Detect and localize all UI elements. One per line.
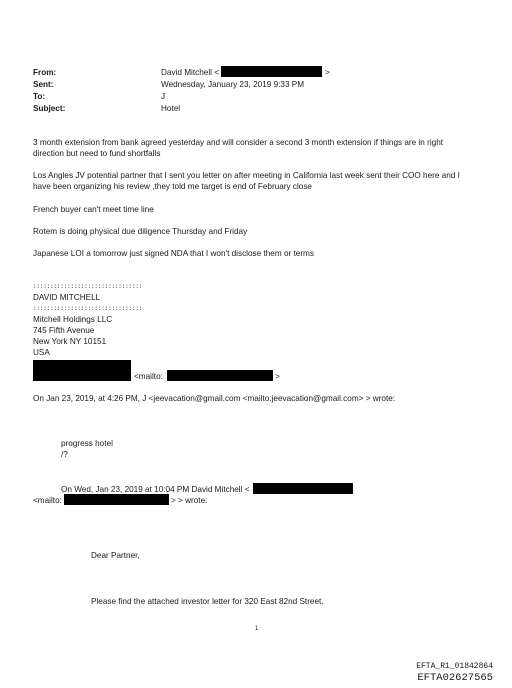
- subject-value: Hotel: [161, 104, 181, 113]
- reply2-header: On Wed, Jan 23, 2019 at 10:04 PM David Mitchell <: [61, 485, 250, 494]
- body-p1-line1: 3 month extension from bank agreed yesterday and will consider a second 3 month extension if things are in right: [33, 138, 444, 147]
- body-p1-line2: direction but need to fund shortfalls: [33, 149, 161, 158]
- redaction-reply2-email: [253, 483, 353, 494]
- signature-country: USA: [33, 348, 50, 357]
- reply2-wrote: > > wrote:: [171, 496, 208, 505]
- signature-divider-top: ::::::::::::::::::::::::::::::::: [33, 283, 143, 290]
- subject-label: Subject:: [33, 104, 66, 113]
- signature-mailto-close: >: [275, 372, 280, 381]
- footer-id-primary: EFTA_R1_01842864: [416, 662, 493, 671]
- reply2-mailto: <mailto:: [33, 496, 62, 505]
- body-p2-line1: Los Angles JV potential partner that I sent you letter on after meeting in California last week sent their COO here and I: [33, 171, 460, 180]
- signature-address1: 745 Fifth Avenue: [33, 326, 95, 335]
- redaction-reply2-mailto: [64, 494, 169, 505]
- from-value: David Mitchell <: [161, 68, 220, 77]
- signature-address2: New York NY 10151: [33, 337, 107, 346]
- footer-id-secondary: EFTA02627565: [417, 672, 493, 684]
- from-close: >: [325, 68, 330, 77]
- redaction-signature-contact: [33, 360, 131, 381]
- sent-value: Wednesday, January 23, 2019 9:33 PM: [161, 80, 305, 89]
- signature-company: Mitchell Holdings LLC: [33, 315, 113, 324]
- reply2-greeting: Dear Partner,: [91, 551, 140, 560]
- signature-divider-bottom: ::::::::::::::::::::::::::::::::: [33, 305, 143, 312]
- from-label: From:: [33, 68, 57, 77]
- redaction-from-email: [221, 66, 322, 77]
- page-number: 1: [255, 626, 259, 632]
- body-p3: French buyer can't meet time line: [33, 205, 154, 214]
- to-value: J: [161, 92, 166, 101]
- reply1-header: On Jan 23, 2019, at 4:26 PM, J <jeevacation@gmail.com <mailto:jeevacation@gmail.com> > wrote:: [33, 394, 396, 403]
- reply2-text: Please find the attached investor letter for 320 East 82nd Street.: [91, 597, 324, 606]
- signature-name: DAVID MITCHELL: [33, 293, 101, 302]
- body-p4: Rotem is doing physical due diligence Thursday and Friday: [33, 227, 248, 236]
- sent-label: Sent:: [33, 80, 54, 89]
- to-label: To:: [33, 92, 46, 101]
- redaction-signature-mailto: [167, 370, 273, 381]
- signature-mailto: <mailto:: [134, 372, 163, 381]
- body-p2-line2: have been organizing his review ,they told me target is end of February close: [33, 182, 312, 191]
- reply1-message-line1: progress hotel: [61, 439, 113, 448]
- reply1-message-line2: /?: [61, 450, 68, 459]
- body-p5: Japanese LOI a tomorrow just signed NDA that I won't disclose them or terms: [33, 249, 314, 258]
